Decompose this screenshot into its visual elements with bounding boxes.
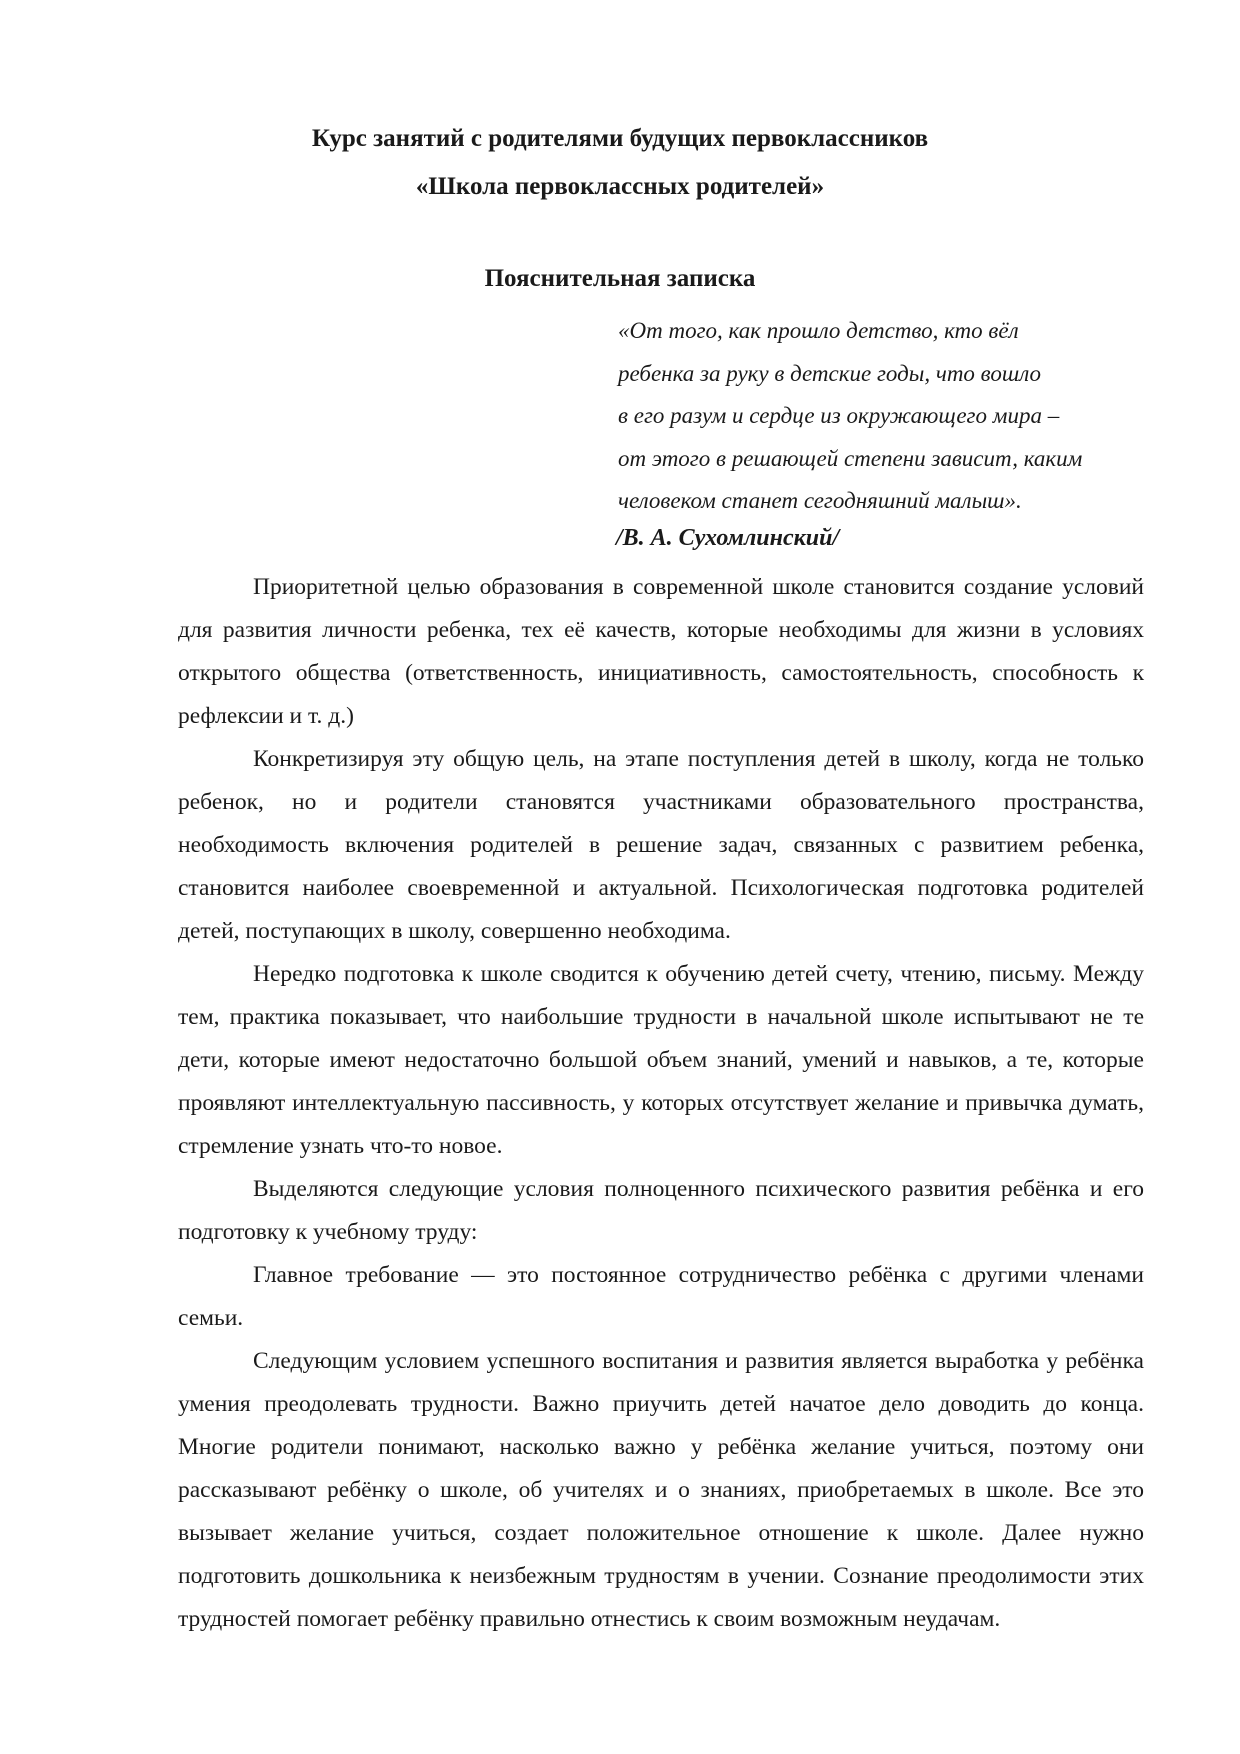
epigraph-line: ребенка за руку в детские годы, что вошло [618, 360, 1042, 386]
paragraph: Конкретизируя эту общую цель, на этапе поступления детей в школу, когда не только ребенок, но и родители становятся участниками образовательного пространства, необходимость включения родителей в решение задач, связанных с развитием ребенка, становится наиболее своевременной и актуальной. Психологическая подготовка родителей детей, поступающих в школу, совершенно необходима. [178, 746, 1144, 944]
epigraph-author: /В. А. Сухомлинский/ [616, 525, 840, 551]
paragraph: Главное требование — это постоянное сотрудничество ребёнка с другими членами семьи. [178, 1262, 1144, 1331]
epigraph-line: «От того, как прошло детство, кто вёл [618, 318, 1019, 343]
paragraph: Выделяются следующие условия полноценного психического развития ребёнка и его подготовку к учебному труду: [178, 1176, 1144, 1245]
paragraph: Нередко подготовка к школе сводится к обучению детей счету, чтению, письму. Между тем, практика показывает, что наибольшие трудности в начальной школе испытывают не те дети, которые имеют недостаточно большой объем знаний, умений и навыков, а те, которые проявляют интеллектуальную пассивность, у которых отсутствует желание и привычка думать, стремление узнать что-то новое. [178, 961, 1144, 1159]
document-title-line-2: «Школа первоклассных родителей» [415, 173, 825, 200]
epigraph [618, 310, 1178, 523]
document-title-line-1: Курс занятий с родителями будущих первоклассников [311, 125, 929, 152]
section-heading: Пояснительная записка [484, 265, 756, 292]
paragraph: Приоритетной целью образования в современной школе становится создание условий для развития личности ребенка, тех её качеств, которые необходимы для жизни в условиях открытого общества (ответственность, инициативность, самостоятельность, способность к рефлексии и т. д.) [178, 574, 1144, 729]
epigraph-line: от этого в решающей степени зависит, каким [618, 445, 1083, 471]
paragraph: Следующим условием успешного воспитания и развития является выработка у ребёнка умения преодолевать трудности. Важно приучить детей начатое дело доводить до конца. Многие родители понимают, насколько важно у ребёнка желание учиться, поэтому они рассказывают ребёнку о школе, об учителях и о знаниях, приобретаемых в школе. Все это вызывает желание учиться, создает положительное отношение к школе. Далее нужно подготовить дошкольника к неизбежным трудностям в учении. Сознание преодолимости этих трудностей помогает ребёнку правильно отнестись к своим возможным неудачам. [178, 1348, 1144, 1632]
body-text [178, 566, 1144, 1641]
epigraph-line: в его разум и сердце из окружающего мира – [618, 403, 1060, 428]
epigraph-line: человеком станет сегодняшний малыш». [618, 488, 1022, 513]
